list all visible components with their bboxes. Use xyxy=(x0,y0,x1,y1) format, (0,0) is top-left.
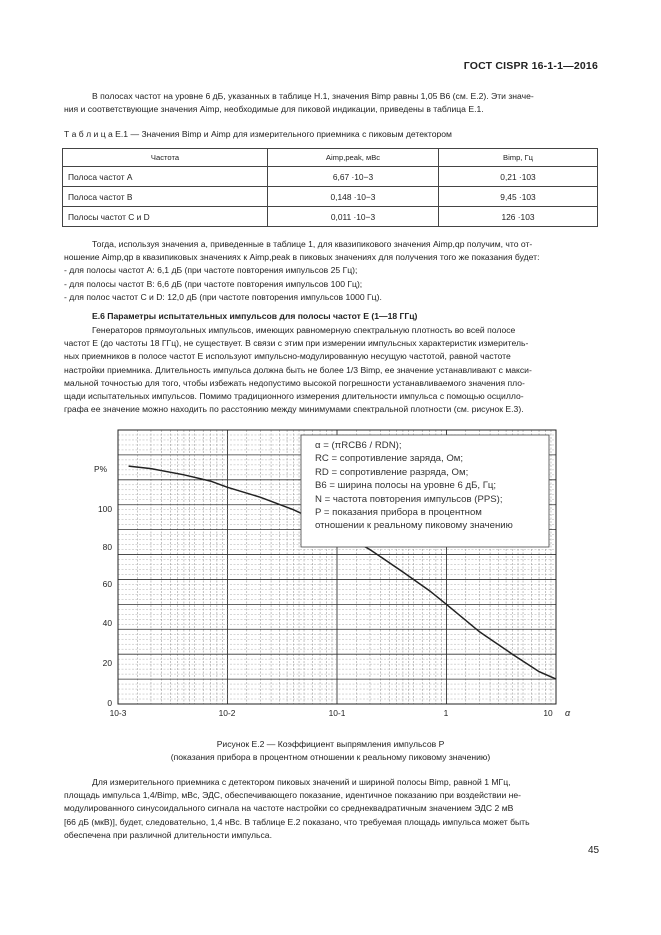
list-item: - для полосы частот В: 6,6 дБ (при частоте повторения импульсов 100 Гц); xyxy=(64,278,363,289)
x-tick-label: 10-1 xyxy=(328,708,346,718)
x-tick-labels xyxy=(110,708,553,718)
closing-line: [66 дБ (мкВ)], будет, следовательно, 1,4 нВс. В таблице Е.2 показано, что требуемая площадь импульса может быть xyxy=(64,816,530,827)
x-axis-label: α xyxy=(565,708,571,718)
legend-line: P = показания прибора в процентном xyxy=(315,507,482,519)
standard-header: ГОСТ CISPR 16-1-1—2016 xyxy=(463,60,598,72)
closing-line: модулированного синусоидального сигнала на частоте настройки со среднеквадратичным значением ЭДС 2 мВ xyxy=(64,803,514,814)
legend-line: RC = сопротивление заряда, Ом; xyxy=(315,453,464,465)
y-tick-label: 0 xyxy=(107,698,112,708)
figure-caption: Рисунок Е.2 — Коэффициент выпрямления импульсов P xyxy=(216,739,445,749)
x-tick-label: 1 xyxy=(443,708,449,718)
legend-line: B6 = ширина полосы на уровне 6 дБ, Гц; xyxy=(315,480,497,492)
x-tick-label: 10-2 xyxy=(218,708,236,718)
table-header-cell: Частота xyxy=(63,149,268,167)
table-header-cell: Bimp, Гц xyxy=(439,149,598,167)
legend-line: N = частота повторения импульсов (PPS); xyxy=(315,493,503,505)
legend-line: RD = сопротивление разряда, Ом; xyxy=(315,466,469,478)
section-line: графа ее значение можно находить по расстоянию между минимумами спектральной плотности (см. рисунок Е.3). xyxy=(64,404,524,415)
after-table-line-1: Тогда, используя значения a, приведенные в таблице 1, для квазипикового значения Aimp,qp получим, что от- xyxy=(92,239,533,249)
section-line: щади испытательных импульсов. Помимо традиционного измерения длительности импульса с помощью осцилло- xyxy=(64,391,524,402)
x-tick-label: 10-3 xyxy=(109,708,127,718)
closing-paragraph xyxy=(64,776,598,842)
table-cell: 0,148 ·10−3 xyxy=(268,187,439,207)
y-tick-labels xyxy=(98,504,112,708)
table-cell: 9,45 ·103 xyxy=(439,187,598,207)
table-cell: Полосы частот С и D xyxy=(63,207,268,227)
table-cell: Полоса частот А xyxy=(63,167,268,187)
legend-formula: α = (πRCB6 / RDN); xyxy=(315,440,402,451)
table-cell: 6,67 ·10−3 xyxy=(268,167,439,187)
legend-line: отношении к реальному пиковому значению xyxy=(315,520,513,532)
section-line: Генераторов прямоугольных импульсов, имеющих равномерную спектральную плотность во всей полосе xyxy=(92,325,516,335)
section-line: ных приемников в полосе частот Е используют импульсно-модулированную несущую частотой, равной частоте xyxy=(64,351,511,362)
y-tick-label: 40 xyxy=(102,618,112,628)
table-cell: 126 ·103 xyxy=(439,207,598,227)
y-tick-label: 100 xyxy=(98,504,112,514)
closing-line: площадь импульса 1,4/Bimp, мВс, ЭДС, обеспечивающего показание, идентичное показанию при воздействии не- xyxy=(64,790,522,801)
y-tick-label: 60 xyxy=(102,579,112,589)
intro-line-1: В полосах частот на уровне 6 дБ, указанных в таблице Н.1, значения Bimp равны 1,05 B6 (см. Е.2). Эти значе- xyxy=(92,91,534,101)
intro-line-2: ния и соответствующие значения Aimp, необходимые для пиковой индикации, приведены в таблица Е.1. xyxy=(64,104,484,115)
table-cell: 0,011 ·10−3 xyxy=(268,207,439,227)
y-tick-label: 20 xyxy=(102,658,112,668)
section-line: мальной точностью для того, чтобы избежать недопустимо высокой погрешности устанавливаемого значения пло- xyxy=(64,377,525,388)
chart-legend xyxy=(315,439,513,533)
table-caption: Т а б л и ц а Е.1 — Значения Bimp и Aimp для измерительного приемника с пиковым детектором xyxy=(64,129,452,139)
figure-subcaption: (показания прибора в процентном отношении к реальному пиковому значению) xyxy=(170,752,491,762)
section-line: настройки приемника. Длительность импульса должна быть не более 1/3 Bimp, ее значение устанавливают с макси- xyxy=(64,364,532,375)
closing-line: Для измерительного приемника с детектором пиковых значений и шириной полосы Bimp, равной 1 МГц, xyxy=(92,777,511,787)
y-axis-label: P% xyxy=(94,464,108,474)
table-cell: 0,21 ·103 xyxy=(439,167,598,187)
page-number: 45 xyxy=(588,845,600,856)
y-tick-label: 80 xyxy=(102,542,112,552)
table-cell: Полоса частот В xyxy=(63,187,268,207)
list-item: - для полосы частот А: 6,1 дБ (при частоте повторения импульсов 25 Гц); xyxy=(64,265,358,276)
section-line: частот Е (до частоты 18 ГГц), не существует. В связи с этим при измерении импульсных характеристик измеритель- xyxy=(64,338,529,349)
table-header-cell: Aimp,peak, мВс xyxy=(268,149,439,167)
after-table-line-2: ношение Aimp,qp в квазипиковых значениях к Aimp,peak в пиковых значениях для получения того же показания будет: xyxy=(64,252,540,263)
x-tick-label: 10 xyxy=(543,708,553,718)
closing-line: обеспечена при различной длительности импульса. xyxy=(64,829,272,840)
section-heading: Е.6 Параметры испытательных импульсов для полосы частот Е (1—18 ГГц) xyxy=(92,311,418,321)
list-item: - для полос частот С и D: 12,0 дБ (при частоте повторения импульсов 1000 Гц). xyxy=(64,291,382,302)
